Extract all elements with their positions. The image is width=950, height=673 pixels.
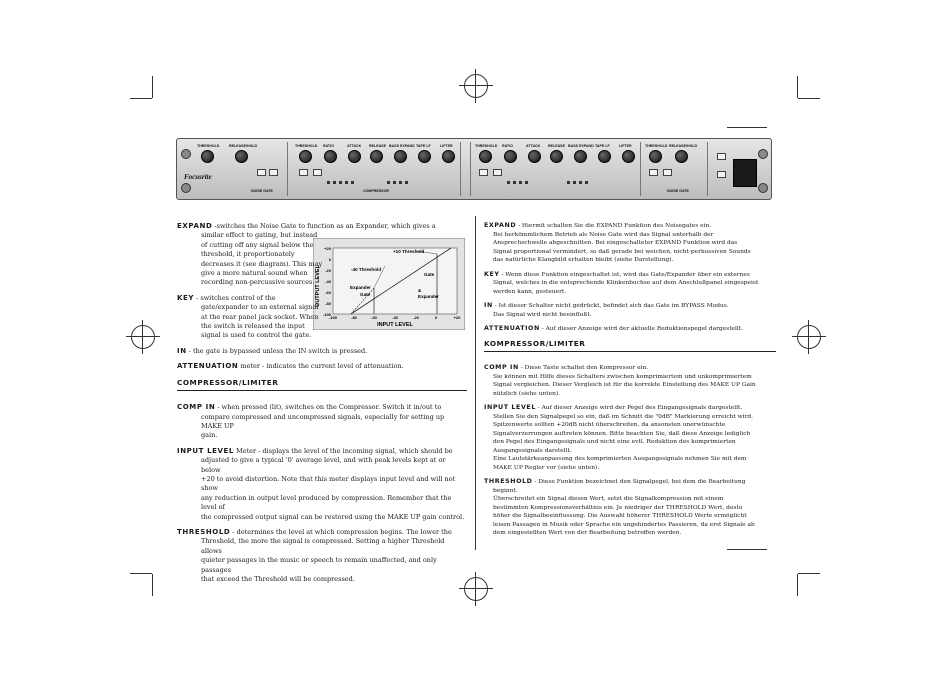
- compressor-heading: COMPRESSOR/LIMITER: [177, 378, 467, 391]
- crop-mark: [152, 574, 153, 596]
- page-line: [727, 549, 767, 550]
- attenuation-keyword-de: ATTENUATION: [484, 325, 540, 332]
- graph-y-tick-label: +20: [324, 246, 331, 251]
- graph-x-tick-label: +20: [453, 315, 461, 320]
- in-text-de: - Ist dieser Schalter nicht gedrückt, befindet sich das Gate im BYPASS Modus.: [492, 303, 729, 309]
- rack-screw: [181, 183, 191, 193]
- registration-mark: [131, 325, 155, 349]
- key-paragraph-de: [484, 271, 776, 297]
- section-label: COMPRESSOR: [363, 189, 389, 193]
- text-line: Threshold, the more the signal is compressed. Setting a higher Threshold allows: [201, 537, 445, 555]
- attenuation-text: meter - indicates the current level of attenuation.: [238, 362, 404, 371]
- rack-screw: [181, 149, 191, 159]
- meter-led: [585, 181, 588, 184]
- text-line: that exceed the Threshold will be compressed.: [201, 575, 355, 583]
- graph-annotation-amp: &: [418, 288, 422, 293]
- knob-label: RATIO: [323, 144, 334, 148]
- graph-y-tick-label: -80: [325, 301, 331, 306]
- crop-mark: [798, 573, 820, 574]
- graph-y-tick-label: -40: [325, 279, 331, 284]
- text-line: leisen Passagen in Musik oder Sprache ein ungehindertes Passieren, da erst Signale ab: [493, 521, 755, 528]
- text-line: Stellen Sie den Signalpegel so ein, daß im Schnitt die "0dB" Markierung erreicht wird.: [493, 413, 754, 420]
- attack-knob: [348, 150, 361, 163]
- text-line: any reduction in output level produced by compression. Remember that the level of: [201, 493, 452, 512]
- meter-led: [525, 181, 528, 184]
- text-line: adjusted to give a typical '0' average level, and with peak levels kept at or below: [201, 456, 446, 474]
- comp-in-keyword: COMP IN: [177, 403, 216, 412]
- text-line: Ansprechschwelle abgeschnitten. Bei eingeschalteter EXPAND Funktion wird das: [493, 240, 738, 246]
- expand-paragraph-de: [484, 222, 776, 265]
- text-line: Signalverzerrungen auftreten können. Bitte beachten Sie, daß diese Anzeige lediglich: [493, 430, 751, 437]
- text-line: Signal, welches in die entsprechende Klinkenbuchse auf dem Anschlußpanel eingespeist: [493, 280, 759, 286]
- in-keyword: IN: [177, 346, 187, 355]
- input-level-paragraph-de: [484, 404, 776, 472]
- lifter-knob: [442, 150, 455, 163]
- meter-led: [351, 181, 354, 184]
- text-line: gain.: [201, 431, 218, 440]
- rack-section-divider: [707, 142, 708, 196]
- threshold-text: - determines the level at which compression begins. The lower the: [230, 527, 452, 536]
- knob-label: BASS EXPAND: [389, 144, 415, 148]
- text-line: Bei herkömmlichem Betrieb als Noise Gate wird das Signal unterhalb der: [493, 231, 714, 238]
- key-keyword: KEY: [177, 293, 195, 302]
- text-line: das natürliche Klangbild erhalten bleibt (siehe Darstellung).: [493, 257, 674, 263]
- text-line: of cutting off any signal below the: [201, 240, 314, 249]
- knob-label: THRESHOLD: [197, 144, 220, 148]
- expand-text: -switches the Noise Gate to function as an Expander, which gives a: [212, 222, 436, 230]
- ratio-knob: [324, 150, 337, 163]
- expand-keyword: EXPAND: [177, 222, 213, 230]
- switch: [493, 169, 502, 176]
- switch: [269, 169, 278, 176]
- key-paragraph: [177, 294, 467, 341]
- tape-lf-knob: [598, 150, 611, 163]
- in-paragraph-de: [484, 302, 776, 319]
- rack-screw: [758, 183, 768, 193]
- input-level-paragraph: [177, 447, 467, 522]
- meter-led: [339, 181, 342, 184]
- rack-screw: [758, 149, 768, 159]
- text-line: Das Signal wird nicht beeinflußt.: [493, 311, 592, 318]
- threshold-paragraph-de: [484, 478, 776, 538]
- front-badge: [733, 159, 757, 187]
- registration-mark: [464, 577, 488, 601]
- attack-knob: [528, 150, 541, 163]
- knob-label: THRESHOLD: [295, 144, 318, 148]
- knob-label: RELEASE: [369, 144, 386, 148]
- graph-x-axis-label: INPUT LEVEL: [377, 322, 413, 328]
- meter-led: [513, 181, 516, 184]
- switch: [717, 153, 726, 160]
- text-line: similar effect to gating, but instead: [201, 231, 318, 240]
- text-line: gate/expander to an external signal: [201, 303, 319, 312]
- attenuation-text-de: - Auf dieser Anzeige wird der aktuelle Reduktionspegel dargestellt.: [539, 326, 744, 332]
- input-level-keyword: INPUT LEVEL: [177, 446, 234, 455]
- german-column: [484, 222, 776, 544]
- expand-keyword-de: EXPAND: [484, 222, 517, 229]
- knob-label: BASS EXPAND: [568, 144, 594, 148]
- key-text: - switches control of the: [194, 293, 276, 302]
- meter-led: [405, 181, 408, 184]
- crop-mark: [152, 76, 153, 98]
- knob-label: RELEASE/HOLD: [229, 144, 258, 148]
- key-text-de: - Wenn diese Funktion eingeschaltet ist, wird das Gate/Expander über ein externes: [499, 271, 750, 278]
- comp-in-paragraph-de: [484, 364, 776, 398]
- release-knob: [550, 150, 563, 163]
- kompressor-heading: KOMPRESSOR/LIMITER: [484, 340, 776, 353]
- section-label: NOISE GATE: [251, 189, 273, 193]
- in-paragraph: [177, 347, 467, 356]
- meter-led: [393, 181, 396, 184]
- text-line: +20 to avoid distortion. Note that this meter displays input level and will not show: [201, 474, 456, 493]
- release-hold-knob: [235, 150, 248, 163]
- switch: [257, 169, 266, 176]
- text-line: Signal vergleichen. Dieser Vergleich ist für die korrekte Einstellung des MAKE UP Gain: [493, 382, 756, 388]
- switch: [299, 169, 308, 176]
- switch: [663, 169, 672, 176]
- graph-x-tick-label: -60: [371, 315, 377, 320]
- expand-text-de: - Hiermit schalten Sie die EXPAND Funktion des Noisegates ein.: [516, 223, 712, 229]
- crop-mark: [798, 98, 820, 99]
- graph-y-tick-label: -20: [325, 268, 331, 273]
- text-line: werden kann, gesteuert.: [493, 288, 567, 295]
- text-line: signal is used to control the gate.: [201, 331, 312, 340]
- brand-logo: Focusrite: [184, 173, 212, 181]
- comp-in-text-de: - Diese Taste schaltet den Kompressor ein.: [518, 365, 649, 371]
- meter-led: [333, 181, 336, 184]
- meter-led: [507, 181, 510, 184]
- registration-mark: [464, 74, 488, 98]
- graph-x-tick-label: 0: [434, 315, 438, 320]
- threshold-paragraph: [177, 528, 467, 584]
- knob-label: THRESHOLD: [475, 144, 498, 148]
- knob-label: RELEASE: [548, 144, 565, 148]
- expand-paragraph: [177, 222, 467, 288]
- text-line: compare compressed and uncompressed signals, especially for setting up MAKE UP: [201, 412, 445, 430]
- text-line: bestimmten Kompressionsverhältnis ein. Je niedriger der THRESHOLD Wert, desto: [493, 504, 743, 511]
- graph-y-tick-label: -60: [325, 290, 331, 295]
- meter-led: [579, 181, 582, 184]
- graph-y-tick-label: 0: [328, 257, 331, 262]
- crop-mark: [130, 98, 152, 99]
- text-line: the compressed output signal can be restored using the MAKE UP gain control.: [201, 512, 465, 521]
- ratio-knob: [504, 150, 517, 163]
- input-level-keyword-de: INPUT LEVEL: [484, 404, 536, 411]
- meter-led: [573, 181, 576, 184]
- crop-mark: [130, 573, 152, 574]
- text-line: nützlich (siehe unten).: [493, 390, 561, 397]
- knob-label: RELEASE/HOLD: [669, 144, 698, 148]
- text-line: Eine Lautstärkeanpassung des komprimierten Ausgangssignals nehmen Sie mit dem: [493, 456, 747, 462]
- text-line: beginnt.: [493, 487, 518, 494]
- rack-section-divider: [287, 142, 288, 196]
- bass-expand-knob: [574, 150, 587, 163]
- graph-y-axis-label: OUTPUT LEVEL: [315, 265, 321, 307]
- meter-led: [567, 181, 570, 184]
- meter-led: [345, 181, 348, 184]
- input-level-text: Meter - displays the level of the incoming signal, which should be: [234, 446, 453, 455]
- threshold-text-de: - Diese Funktion bezeichnet den Signalpegel, bei dem die Bearbeitung: [532, 479, 746, 485]
- graph-x-tick-label: -100: [328, 315, 338, 320]
- attenuation-paragraph-de: [484, 325, 776, 334]
- text-line: quieter passages in the music or speech to remain unaffected, and only passages: [201, 556, 437, 574]
- tape-lf-knob: [418, 150, 431, 163]
- text-line: give a more natural sound when: [201, 269, 308, 278]
- graph-annotation-expander-right: Expander: [418, 294, 439, 299]
- english-column: [177, 222, 467, 590]
- release-hold-knob: [675, 150, 688, 163]
- graph-annotation-gate: Gate: [360, 292, 371, 297]
- text-line: Spitzenwerte sollten +20dB nicht überschreiten, da ansonsten unerwünschte: [493, 422, 726, 428]
- threshold-keyword-de: THRESHOLD: [484, 478, 533, 485]
- key-keyword-de: KEY: [484, 270, 500, 278]
- comp-in-keyword-de: COMP IN: [484, 364, 519, 371]
- graph-x-tick-label: -20: [413, 315, 419, 320]
- attenuation-keyword: ATTENUATION: [177, 362, 239, 371]
- graph-annotation-gate-right: Gate: [424, 272, 435, 277]
- graph-y-tick-label: -100: [322, 312, 331, 317]
- rack-panel-illustration: [176, 138, 772, 200]
- meter-led: [387, 181, 390, 184]
- switch: [313, 169, 322, 176]
- graph-annotation-plus10: +10 Threshold: [393, 249, 425, 254]
- threshold-knob: [299, 150, 312, 163]
- release-knob: [370, 150, 383, 163]
- comp-in-text: - when pressed (lit), switches on the Compressor. Switch it in/out to: [215, 403, 442, 412]
- graph-annotation-expander: Expander: [350, 285, 371, 290]
- meter-led: [519, 181, 522, 184]
- text-line: Sie können mit Hilfe dieses Schalters zwischen komprimiertem und unkomprimiertem: [493, 373, 752, 380]
- text-line: recording non-percussive sources.: [201, 278, 315, 287]
- section-label: NOISE GATE: [667, 189, 689, 193]
- graph-annotation-minus40: -40 Threshold: [351, 267, 382, 272]
- knob-label: ATTACK: [347, 144, 362, 148]
- knob-label: RATIO: [502, 144, 513, 148]
- threshold-keyword: THRESHOLD: [177, 527, 231, 536]
- text-line: Überschreitet ein Signal diesen Wert, setzt die Signalkompression mit einem: [493, 496, 724, 502]
- in-text: - the gate is bypassed unless the IN switch is pressed.: [186, 346, 368, 355]
- text-line: Signal proportional vermindert, so daß gerade bei weichen, nicht-perkussiven Sounds: [493, 248, 751, 255]
- rack-section-divider: [470, 142, 471, 196]
- threshold-knob: [649, 150, 662, 163]
- rack-section-divider: [640, 142, 641, 196]
- in-keyword-de: IN: [484, 302, 493, 309]
- switch: [717, 171, 726, 178]
- threshold-knob: [201, 150, 214, 163]
- bass-expand-knob: [394, 150, 407, 163]
- knob-label: ATTACK: [526, 144, 541, 148]
- knob-label: LIFTER: [619, 144, 632, 148]
- text-line: the switch is released the input: [201, 322, 305, 331]
- registration-mark: [797, 325, 821, 349]
- text-line: MAKE UP Regler vor (siehe unten).: [493, 464, 600, 471]
- meter-led: [399, 181, 402, 184]
- knob-label: LIFTER: [440, 144, 453, 148]
- knob-label: TAPE LF: [416, 144, 431, 148]
- threshold-knob: [479, 150, 492, 163]
- input-level-text-de: - Auf dieser Anzeige wird der Pegel des Eingangssignals dargestellt.: [535, 405, 743, 411]
- comp-in-paragraph: [177, 403, 467, 441]
- text-line: Ausgangssignals darstellt.: [493, 447, 572, 454]
- text-line: at the rear panel jack socket. When: [201, 312, 319, 321]
- lifter-knob: [622, 150, 635, 163]
- switch: [649, 169, 658, 176]
- text-line: dem eingestellten Wert von der Bearbeitung betroffen werden.: [493, 530, 682, 536]
- attenuation-paragraph: [177, 362, 467, 371]
- text-line: decreases it (see diagram). This may: [201, 259, 323, 268]
- graph-x-tick-label: -40: [392, 315, 398, 320]
- knob-label: THRESHOLD: [645, 144, 668, 148]
- graph-x-tick-label: -80: [351, 315, 357, 320]
- crop-mark: [797, 76, 798, 98]
- knob-label: TAPE LF: [595, 144, 610, 148]
- text-line: den Pegel des Eingangssignals und nicht eine evtl. Reduktion des komprimierten: [493, 439, 736, 445]
- page-line: [727, 127, 767, 128]
- rack-section-divider: [460, 142, 461, 196]
- switch: [479, 169, 488, 176]
- crop-mark: [797, 574, 798, 596]
- meter-led: [327, 181, 330, 184]
- column-divider: [475, 216, 476, 550]
- text-line: threshold, it proportionately: [201, 250, 295, 259]
- text-line: höher die Signalbeeinflussung. Die Auswahl höherer THRESHOLD Werte ermöglicht: [493, 513, 747, 519]
